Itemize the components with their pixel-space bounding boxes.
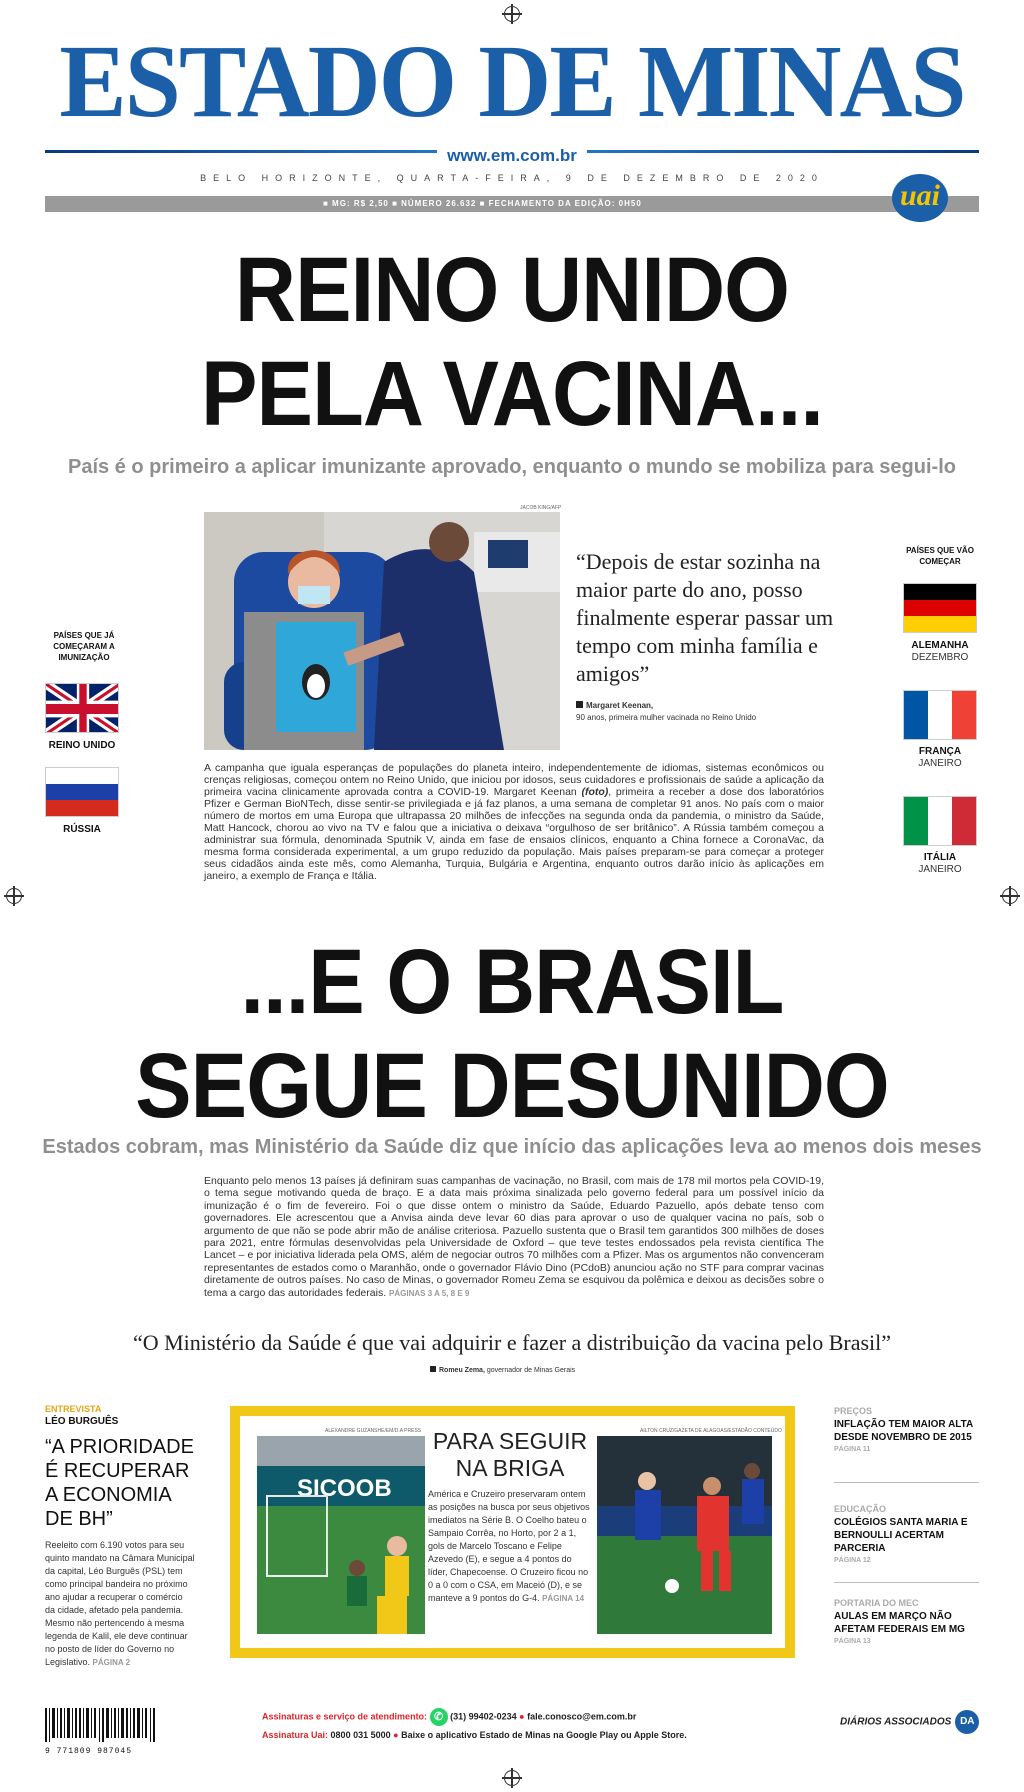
newspaper-masthead: ESTADO DE MINAS [59,24,965,139]
uai-phone[interactable]: 0800 031 5000 [330,1730,391,1740]
vaccination-photo [204,512,560,750]
registration-mark-icon [6,888,22,904]
news-teaser[interactable]: PREÇOS INFLAÇÃO TEM MAIOR ALTA DESDE NOVEMBRO DE 2015 PÁGINA 11 [834,1406,973,1453]
second-headline-line1: ...E O BRASIL [240,931,784,1033]
interview-title: “A PRIORIDADE É RECUPERAR A ECONOMIA DE BH” [45,1436,194,1530]
phone-number[interactable]: (31) 99402-0234 [450,1711,517,1722]
lead-headline-line2: PELA VACINA... [201,343,823,445]
quote-author: Margaret Keenan, [586,701,654,710]
zema-quote: “O Ministério da Saúde é que vai adquirir e fazer a distribuição da vacina pelo Brasil” [132,1330,892,1355]
germany-flag-icon [903,583,977,633]
keenan-quote: “Depois de estar sozinha na maior parte do ano, posso finalmente esperar passar um tempo com minha família e amigos” [576,549,834,686]
footer-contact: Assinaturas e serviço de atendimento: ✆ (31) 99402-0234 ● fale.conosco@em.com.br Assinatura Uai: 0800 031 5000 ● Baixe o aplicativo Estado de Minas na Google Play ou Apple Store. [262,1708,782,1740]
contact-email[interactable]: fale.conosco@em.com.br [527,1711,637,1722]
photo-credit-right: AILTON CRUZ/GAZETA DE ALAGOAS/ESTADÃO CONTEÚDO [640,1428,782,1434]
keenan-attribution [576,700,816,724]
flag-name-france: FRANÇA [918,746,962,757]
app-download-text[interactable]: Baixe o aplicativo Estado de Minas na Google Play ou Apple Store. [401,1730,687,1740]
interview-teaser[interactable] [45,1404,195,1669]
france-flag-icon [903,690,977,740]
flag-month-germany: DEZEMBRO [911,652,969,663]
lead-headline-line1: REINO UNIDO [234,239,790,341]
interview-name: LÉO BURGUÊS [45,1416,119,1427]
lead-body-text: A campanha que iguala esperanças de populações do planeta inteiro, independentemente de idiomas, sistemas econômicos ou crenças religiosas, começou ontem no Reino Unido, que iniciou por idosos, seus cuidadores e profissionais de saúde a aplicação da primeira vacina clinicamente aprovada contra a COVID-19. Margaret Keenan (foto), primeira a receber a dose dos laboratórios Pfizer e German BioNTech, disse sentir-se privilegiada e já faz planos, a uma semana de completar 91 anos. No país com o maior número de mortos em uma Europa que ultrapassa 20 milhões de infecções na segunda onda da pandemia, o ministro da Saúde, Matt Hancock, chorou ao vivo na TV e falou que a iniciativa o deixava “orgulhoso de ser britânico”. A Rússia também começou a administrar sua fórmula, denominada Sputnik V, ainda em fase de ensaios clínicos, enquanto a China fornece a CoronaVac, da mesma forma considerada experimental, a um grupo reduzido da população. Mais países preparam-se para começar a proteger seus cidadãos ainda este mês, como Alemanha, Turquia, Bulgária e Argentina, enquanto outros darão início às aplicações em janeiro, a exemplo de França e Itália. [204,762,824,882]
upcoming-countries-column [898,545,982,567]
photo-credit-left: ALEXANDRE GUZANSHE/EM/D.A PRESS [325,1428,422,1434]
interview-text: Reeleito com 6.190 votos para seu quinto mandato na Câmara Municipal da capital, Léo Burguês (PSL) tem como principal bandeira no próximo ano ajudar a recuperar o comércio da cidade, afetado pela pandemia. Mesmo não pertencendo à mesma legenda de Kalil, ele deve continuar no posto de líder do Governo no Legislativo. PÁGINA 2 [45,1540,195,1667]
registration-mark-icon [1002,888,1018,904]
started-countries-column [44,630,124,663]
flag-month-italy: JANEIRO [918,864,962,875]
registration-mark-icon [504,1770,520,1786]
whatsapp-icon: ✆ [430,1708,448,1726]
second-headline[interactable] [41,930,983,1138]
flag-name-italy: ITÁLIA [923,852,957,863]
news-teaser[interactable]: EDUCAÇÃO COLÉGIOS SANTA MARIA E BERNOULLI ACERTAM PARCERIA PÁGINA 12 [834,1504,968,1564]
dateline: BELO HORIZONTE, QUARTA-FEIRA, 9 DE DEZEMBRO DE 2020 [200,173,824,183]
sports-text: América e Cruzeiro preservaram ontem as posições na busca por seus objetivos imediatos na Série B. O Coelho bateu o Sampaio Corrêa, no Horto, por 2 a 1, gols de Marcelo Toscano e Felipe Azevedo (E), e segue a 4 pontos do líder, Chapecoense. O Cruzeiro ficou no 0 a 0 com o CSA, em Maceió (D), e se manteve a 9 pontos do G-4. PÁGINA 14 [428,1489,590,1603]
quote-author-desc: 90 anos, primeira mulher vacinada no Reino Unido [576,713,757,722]
edition-infobar: ■ MG: R$ 2,50 ■ NÚMERO 26.632 ■ FECHAMENTO DA EDIÇÃO: 0H50 [45,196,979,212]
italy-flag-icon [903,796,977,846]
uai-subscription-label: Assinatura Uai: [262,1730,329,1740]
page-reference[interactable]: PÁGINAS 3 A 5, 8 E 9 [389,1288,470,1298]
flag-month-france: JANEIRO [918,758,962,769]
started-countries-label: PAÍSES QUE JÁ COMEÇARAM A IMUNIZAÇÃO [53,631,115,662]
interview-kicker: ENTREVISTA [45,1404,102,1414]
uai-logo-icon: uai [892,174,948,222]
sicoob-banner: SICOOB [297,1475,392,1502]
diarios-associados-logo: DIÁRIOS ASSOCIADOS DA [840,1710,979,1734]
da-badge-icon: DA [955,1710,979,1734]
subscriptions-label: Assinaturas e serviço de atendimento: [262,1711,428,1722]
upcoming-countries-label: PAÍSES QUE VÃO COMEÇAR [906,546,974,566]
sports-title: PARA SEGUIR NA BRIGA [432,1428,588,1481]
barcode [45,1708,157,1756]
lead-headline[interactable] [41,238,983,446]
second-subhead: Estados cobram, mas Ministério da Saúde diz que início das aplicações leva ao menos dois meses [42,1136,982,1158]
second-body-text: Enquanto pelo menos 13 países já definiram suas campanhas de vacinação, no Brasil, com mais de 178 mil mortos pela COVID-19, o tema segue motivando queda de braço. E a data mais próxima sinalizada pelo governo federal para um possível início da imunização é o fim de fevereiro. Foi o que disse ontem o ministro da Saúde, Eduardo Pazuello, após debate tenso com governadores. Ele acrescentou que a Anvisa ainda deve levar 60 dias para aprovar o uso de qualquer vacina no país, sob o argumento de que não se pode abrir mão de análise criteriosa. Pazuello sustenta que o Brasil tem garantidos 300 milhões de doses para 2021, entre fórmulas desenvolvidas pela Universidade de Oxford – que teve testes endossados pela revista científica The Lancet – e por iniciativa liderada pela OMS, além de negociar outros 70 milhões com a Pfizer. Mas os argumentos não convenceram representantes de estados como o Maranhão, onde o governador Flávio Dino (PCdoB) anunciou ação no STF para comprar vacinas diretamente de outros países. No caso de Minas, o governador Romeu Zema se esquivou da polêmica e deixou as decisões sobre o tema a cargo das autoridades federais. PÁGINAS 3 A 5, 8 E 9 [204,1175,824,1299]
america-match-photo [257,1436,425,1634]
registration-mark-icon [504,6,520,22]
news-teaser[interactable]: PORTARIA DO MEC AULAS EM MARÇO NÃO AFETAM FEDERAIS EM MG PÁGINA 13 [834,1598,965,1645]
divider [834,1482,979,1483]
second-headline-line2: SEGUE DESUNIDO [135,1035,889,1137]
flag-name-russia: RÚSSIA [63,824,101,835]
barcode-digits: 9 771809 987045 [45,1747,133,1756]
cruzeiro-match-photo [597,1436,772,1634]
flag-name-germany: ALEMANHA [911,640,969,651]
russia-flag-icon [45,767,119,817]
photo-credit: JACOB KING/AFP [520,505,562,511]
divider [834,1582,979,1583]
lead-subhead: País é o primeiro a aplicar imunizante aprovado, enquanto o mundo se mobiliza para segui-lo [68,456,956,478]
zema-attribution: Romeu Zema, governador de Minas Gerais [430,1366,575,1374]
website-url[interactable]: www.em.com.br [437,146,587,165]
uk-flag-icon [45,683,119,733]
flag-name-uk: REINO UNIDO [48,740,116,751]
